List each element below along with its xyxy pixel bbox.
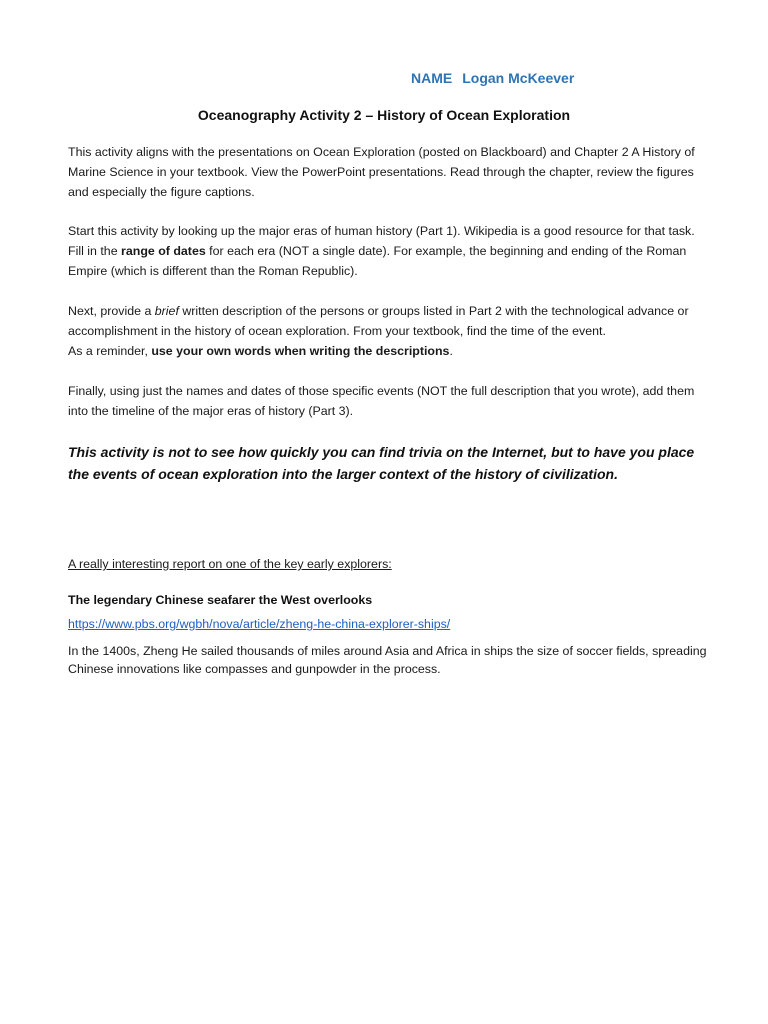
intro-paragraph-1: This activity aligns with the presentations on Ocean Exploration (posted on Blackboard) and Chapter 2 A History of Marine Science in your textbook. View the PowerPoint presentations. Read through the chapter, review the figures and especially the figure captions. [68, 145, 695, 199]
p2-bold-range-of-dates: range of dates [121, 244, 206, 258]
article-title: The legendary Chinese seafarer the West overlooks [68, 593, 373, 607]
p3-text-d: . [449, 344, 453, 358]
intro-paragraph-4: Finally, using just the names and dates of those specific events (NOT the full description that you wrote), add them into the timeline of the major eras of history (Part 3). [68, 384, 695, 418]
article-description: In the 1400s, Zheng He sailed thousands of miles around Asia and Africa in ships the size of soccer fields, spreading Chinese innovations like compasses and gunpowder in the process. [68, 644, 707, 676]
student-name: Logan McKeever [462, 70, 575, 86]
article-link[interactable]: https://www.pbs.org/wgbh/nova/article/zheng-he-china-explorer-ships/ [68, 617, 451, 631]
name-line [411, 70, 574, 86]
p3-text-a: Next, provide a [68, 304, 155, 318]
p3-italic-brief: brief [154, 304, 179, 318]
report-heading: A really interesting report on one of the key early explorers: [68, 557, 392, 571]
p3-text-b: written description of the persons or groups listed in Part 2 with the technological advance or accomplishment in the history of ocean exploration. From your textbook, find the time of the event. [68, 304, 689, 338]
p3-text-c: As a reminder, [68, 344, 152, 358]
name-label: NAME [411, 70, 453, 86]
p3-bold-own-words: use your own words when writing the descriptions [151, 344, 450, 358]
p2-text-a: Start this activity by looking up the major eras of human history (Part 1). Wikipedia is a good resource for that task. Fill in the [68, 224, 695, 258]
page-title: Oceanography Activity 2 – History of Ocean Exploration [197, 107, 571, 123]
intro-paragraph-3 [68, 301, 700, 361]
p2-text-b: for each era (NOT a single date). For example, the beginning and ending of the Roman Empire (which is different than the Roman Republic). [68, 244, 687, 278]
intro-paragraph-2 [68, 221, 700, 281]
emphasis-statement: This activity is not to see how quickly you can find trivia on the Internet, but to have you place the events of ocean exploration into the larger context of the history of civilization. [68, 444, 695, 482]
